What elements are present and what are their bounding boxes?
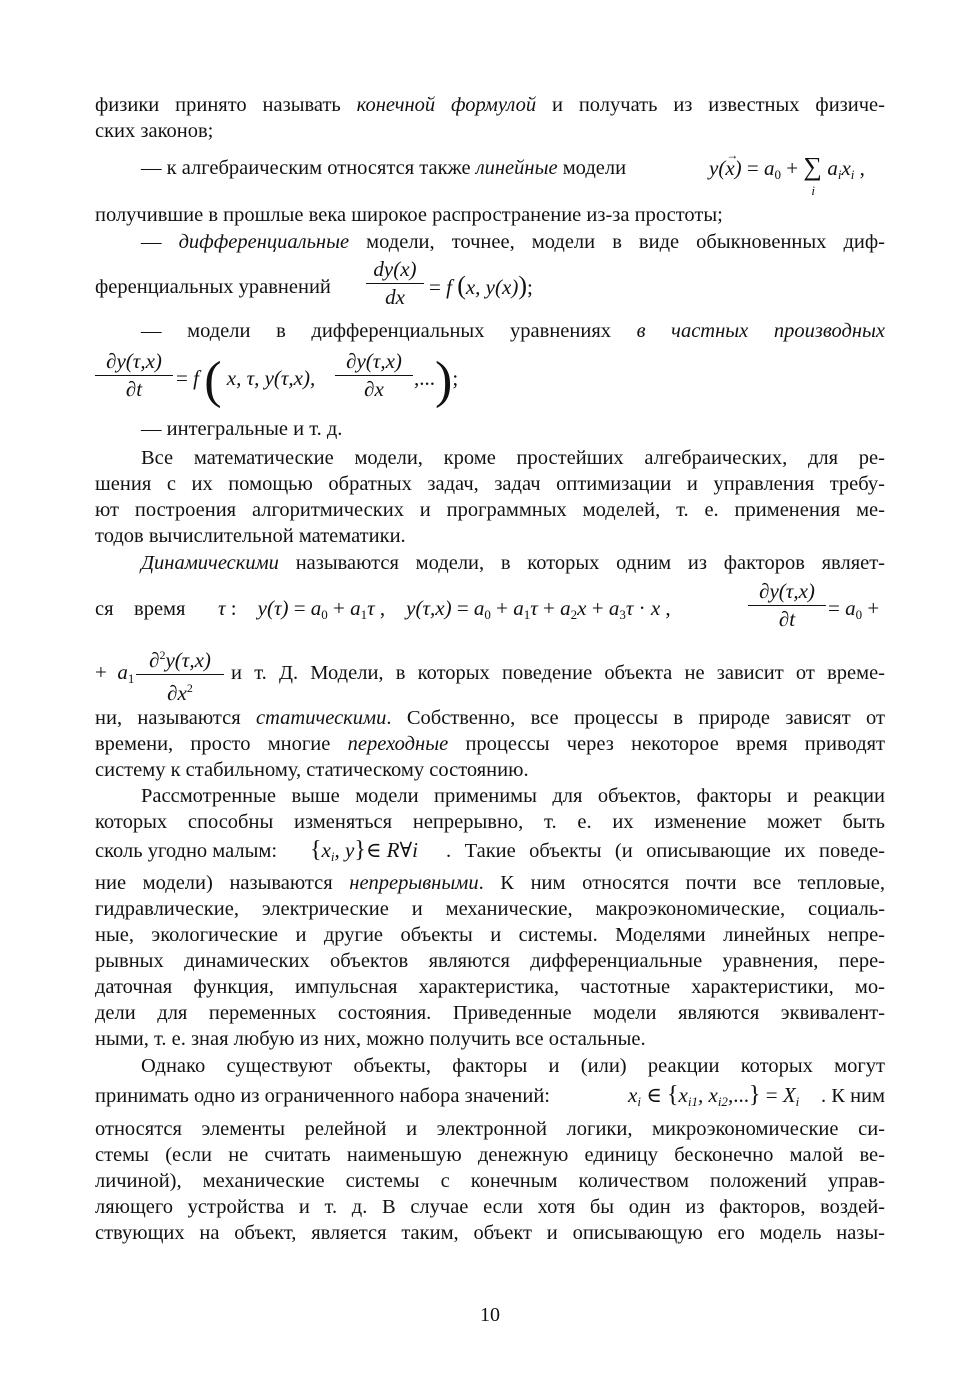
text-line: Все математические модели, кроме простейших алгебраических, для ре-: [141, 447, 885, 469]
formula-ode-rhs: = f (x, y(x));: [429, 271, 533, 300]
formula-partial-t: ∂y(τ,x) ∂t: [748, 578, 826, 631]
formula-ode-lhs: dy(x) dx: [366, 256, 424, 309]
formula-second-order-coef: + $a_1$: [95, 660, 135, 686]
text-line: ся время: [95, 598, 186, 620]
formula-continuous-set: {$x_i$, y}∈ R∀i: [310, 837, 418, 864]
text-line: ляющего устройства и т. д. В случае если хотя бы один из факторов, воздей-: [95, 1196, 885, 1218]
formula-partial-t-rhs: = $a_0$ +: [828, 596, 880, 622]
formula-discrete-set: $x_i$ ∈ {$x_{i1}$, $x_{i2},...\} = X_i$: [628, 1082, 800, 1109]
text-line: ференциальных уравнений: [95, 276, 331, 298]
text-line: Рассмотренные выше модели применимы для объектов, факторы и реакции: [141, 785, 885, 807]
text-line: гидравлические, электрические и механические, макроэкономические, социаль-: [95, 898, 885, 920]
text-line: ют построения алгоритмических и программных моделей, т. е. применения ме-: [95, 499, 885, 521]
formula-linear-model: y(x → ) = $a_0$ + ∑ i $a_ix_i$ ,: [709, 148, 865, 198]
text-line: ние модели) называются непрерывными. К ним относятся почти все тепловые,: [95, 872, 885, 894]
text-line: тодов вычислительной математики.: [95, 525, 406, 547]
text-line: физики принято называть конечной формулой и получать из известных физиче-: [95, 94, 885, 116]
text-line: — интегральные и т. д.: [141, 418, 343, 440]
formula-second-order: ∂$^2$y(τ,x) $\partial x^2$: [136, 642, 224, 705]
text-line: даточная функция, импульсная характеристика, частотные характеристики, мо-: [95, 976, 885, 998]
formula-dynamic-examples: τ : $y(\tau) = a_0 + a_1\tau$ , $y(\tau,x) = a_0 + a_1\tau + a_2x + a_3\tau \cdot x$ ,: [218, 596, 671, 622]
text-line: стемы (если не считать наименьшую денежную единицу бесконечно малой ве-: [95, 1144, 885, 1166]
page-number: 10: [480, 1304, 500, 1326]
text-line: . К ним: [821, 1085, 885, 1107]
text-line: принимать одно из ограниченного набора значений:: [95, 1085, 551, 1107]
text-line: получившие в прошлые века широкое распространение из-за простоты;: [95, 204, 723, 226]
text-line: ные, экологические и другие объекты и системы. Моделями линейных непре-: [95, 924, 885, 946]
text-line: . Такие объекты (и описывающие их поведе-: [446, 840, 885, 862]
text-line: относятся элементы релейной и электронной логики, микроэкономические си-: [95, 1118, 885, 1140]
text-line: ными, т. е. зная любую из них, можно получить все остальные.: [95, 1028, 646, 1050]
text-line: ни, называются статическими. Собственно, все процессы в природе зависят от: [95, 707, 885, 729]
text-line: которых способны изменяться непрерывно, т. е. их изменение может быть: [95, 811, 885, 833]
text-line: — к алгебраическим относятся также линейные модели: [141, 157, 627, 179]
formula-pde-inner: ∂y(τ,x) ∂x: [335, 348, 413, 401]
text-line: дели для переменных состояния. Приведенные модели являются эквивалент-: [95, 1002, 885, 1024]
text-line: — модели в дифференциальных уравнениях в частных производных: [141, 320, 885, 342]
text-line: и т. Д. Модели, в которых поведение объекта не зависит от време-: [231, 662, 885, 684]
text-line: ствующих на объект, является таким, объект и описывающую его модель назы-: [95, 1222, 885, 1244]
text-line: ских законов;: [95, 120, 214, 142]
formula-pde-tail: ,...);: [414, 352, 459, 409]
formula-pde-rhs: = f ( x, τ, y(τ,x),: [176, 352, 316, 409]
text-line: сколь угодно малым:: [95, 840, 278, 862]
text-line: систему к стабильному, статическому состоянию.: [95, 759, 529, 781]
text-line: шения с их помощью обратных задач, задач оптимизации и управления требу-: [95, 473, 885, 495]
text-line: Динамическими называются модели, в которых одним из факторов являет-: [141, 552, 886, 574]
text-line: — дифференциальные модели, точнее, модели в виде обыкновенных диф-: [141, 231, 885, 253]
text-line: личиной), механические системы с конечным количеством положений управ-: [95, 1170, 885, 1192]
text-line: Однако существуют объекты, факторы и (или) реакции которых могут: [141, 1055, 885, 1077]
formula-pde-lhs: ∂y(τ,x) ∂t: [95, 348, 173, 401]
text-line: времени, просто многие переходные процессы через некоторое время приводят: [95, 733, 886, 755]
text-line: рывных динамических объектов являются дифференциальные уравнения, пере-: [95, 950, 885, 972]
